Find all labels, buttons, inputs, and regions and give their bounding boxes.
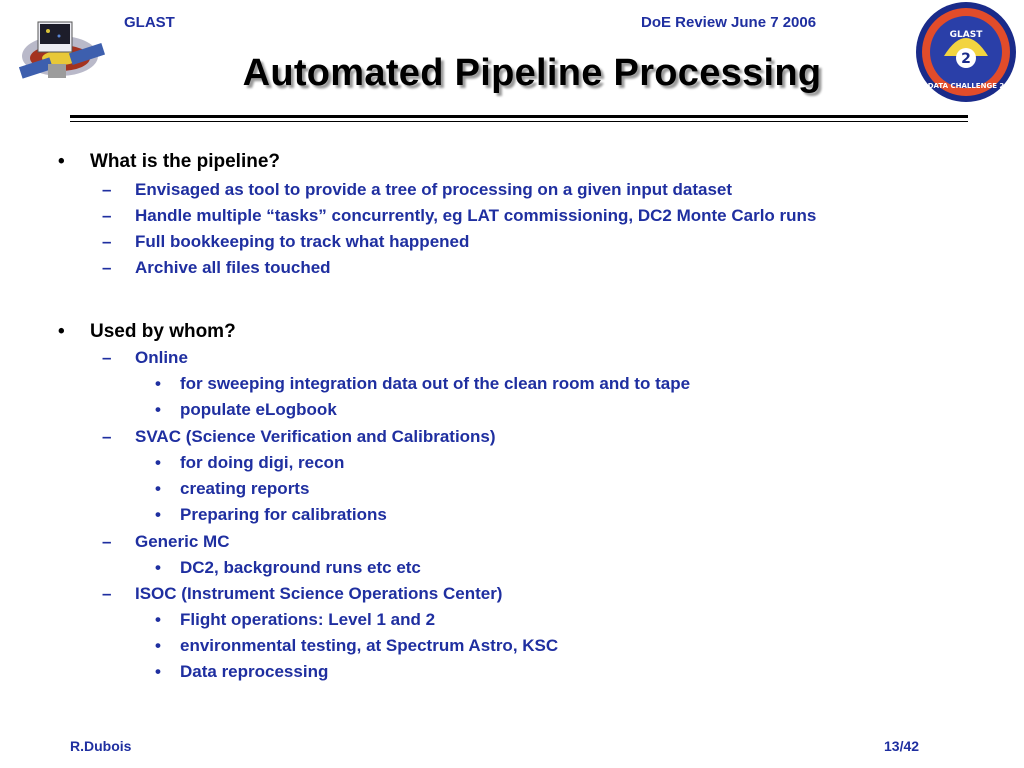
- badge-number-text: 2: [961, 51, 971, 67]
- bullet-marker: –: [102, 232, 112, 251]
- sub-list-item: [155, 558, 421, 578]
- bullet-marker: –: [102, 348, 112, 367]
- bullet-marker: –: [102, 532, 112, 551]
- sub-list-item: [155, 505, 387, 525]
- bullet-text: creating reports: [180, 479, 310, 498]
- sub-list-item: [155, 610, 436, 630]
- bullet-text: Flight operations: Level 1 and 2: [180, 610, 436, 629]
- footer-page-number: 13/42: [884, 738, 920, 754]
- header-right-label: DoE Review June 7 2006: [641, 14, 817, 31]
- bullet-marker: •: [58, 321, 65, 342]
- list-item: [102, 232, 470, 252]
- bullet-text: Envisaged as tool to provide a tree of processing on a given input dataset: [135, 180, 733, 199]
- sub-list-item: [155, 374, 691, 394]
- bullet-marker: •: [155, 610, 161, 629]
- list-item: [102, 532, 230, 552]
- bullet-text: Generic MC: [135, 532, 230, 551]
- bullet-marker: •: [155, 400, 161, 419]
- sub-list-item: [155, 636, 559, 656]
- sub-list-item: [155, 662, 329, 682]
- list-item: [102, 427, 496, 447]
- list-item: [102, 348, 188, 368]
- bullet-marker: •: [155, 505, 161, 524]
- list-item: [102, 258, 331, 278]
- section-heading: [58, 151, 281, 173]
- list-item: [102, 180, 733, 200]
- bullet-text: Full bookkeeping to track what happened: [135, 232, 470, 251]
- bullet-text: Used by whom?: [90, 321, 236, 342]
- bullet-text: environmental testing, at Spectrum Astro, KSC: [180, 636, 559, 655]
- bullet-text: for sweeping integration data out of the clean room and to tape: [180, 374, 691, 393]
- bullet-marker: •: [155, 636, 161, 655]
- list-item: [102, 206, 817, 226]
- bullet-text: for doing digi, recon: [180, 453, 345, 472]
- bullet-text: SVAC (Science Verification and Calibrations): [135, 427, 496, 446]
- bullet-marker: •: [155, 662, 161, 681]
- bullet-text: Handle multiple “tasks” concurrently, eg LAT commissioning, DC2 Monte Carlo runs: [135, 206, 817, 225]
- bullet-text: DC2, background runs etc etc: [180, 558, 421, 577]
- header-left-label: GLAST: [124, 14, 175, 31]
- bullet-text: What is the pipeline?: [90, 151, 281, 172]
- bullet-marker: –: [102, 584, 112, 603]
- section-heading: [58, 321, 236, 343]
- list-item: [102, 584, 503, 604]
- bullet-marker: •: [155, 558, 161, 577]
- sub-list-item: [155, 453, 345, 473]
- badge-caption-text: DATA CHALLENGE 2: [927, 82, 1005, 90]
- bullet-marker: •: [155, 453, 161, 472]
- slide-title: Automated Pipeline Processing: [242, 52, 822, 94]
- badge-glast-text: GLAST: [949, 30, 983, 40]
- sub-list-item: [155, 479, 310, 499]
- bullet-text: Online: [135, 348, 188, 367]
- sub-list-item: [155, 400, 337, 420]
- bullet-marker: •: [155, 374, 161, 393]
- bullet-marker: •: [155, 479, 161, 498]
- bullet-marker: –: [102, 427, 112, 446]
- footer-author: R.Dubois: [70, 738, 132, 754]
- bullet-marker: –: [102, 206, 112, 225]
- bullet-marker: –: [102, 258, 112, 277]
- bullet-marker: –: [102, 180, 112, 199]
- bullet-text: Preparing for calibrations: [180, 505, 387, 524]
- bullet-text: Data reprocessing: [180, 662, 329, 681]
- bullet-text: populate eLogbook: [180, 400, 337, 419]
- bullet-text: Archive all files touched: [135, 258, 331, 277]
- bullet-text: ISOC (Instrument Science Operations Center): [135, 584, 503, 603]
- bullet-marker: •: [58, 151, 65, 172]
